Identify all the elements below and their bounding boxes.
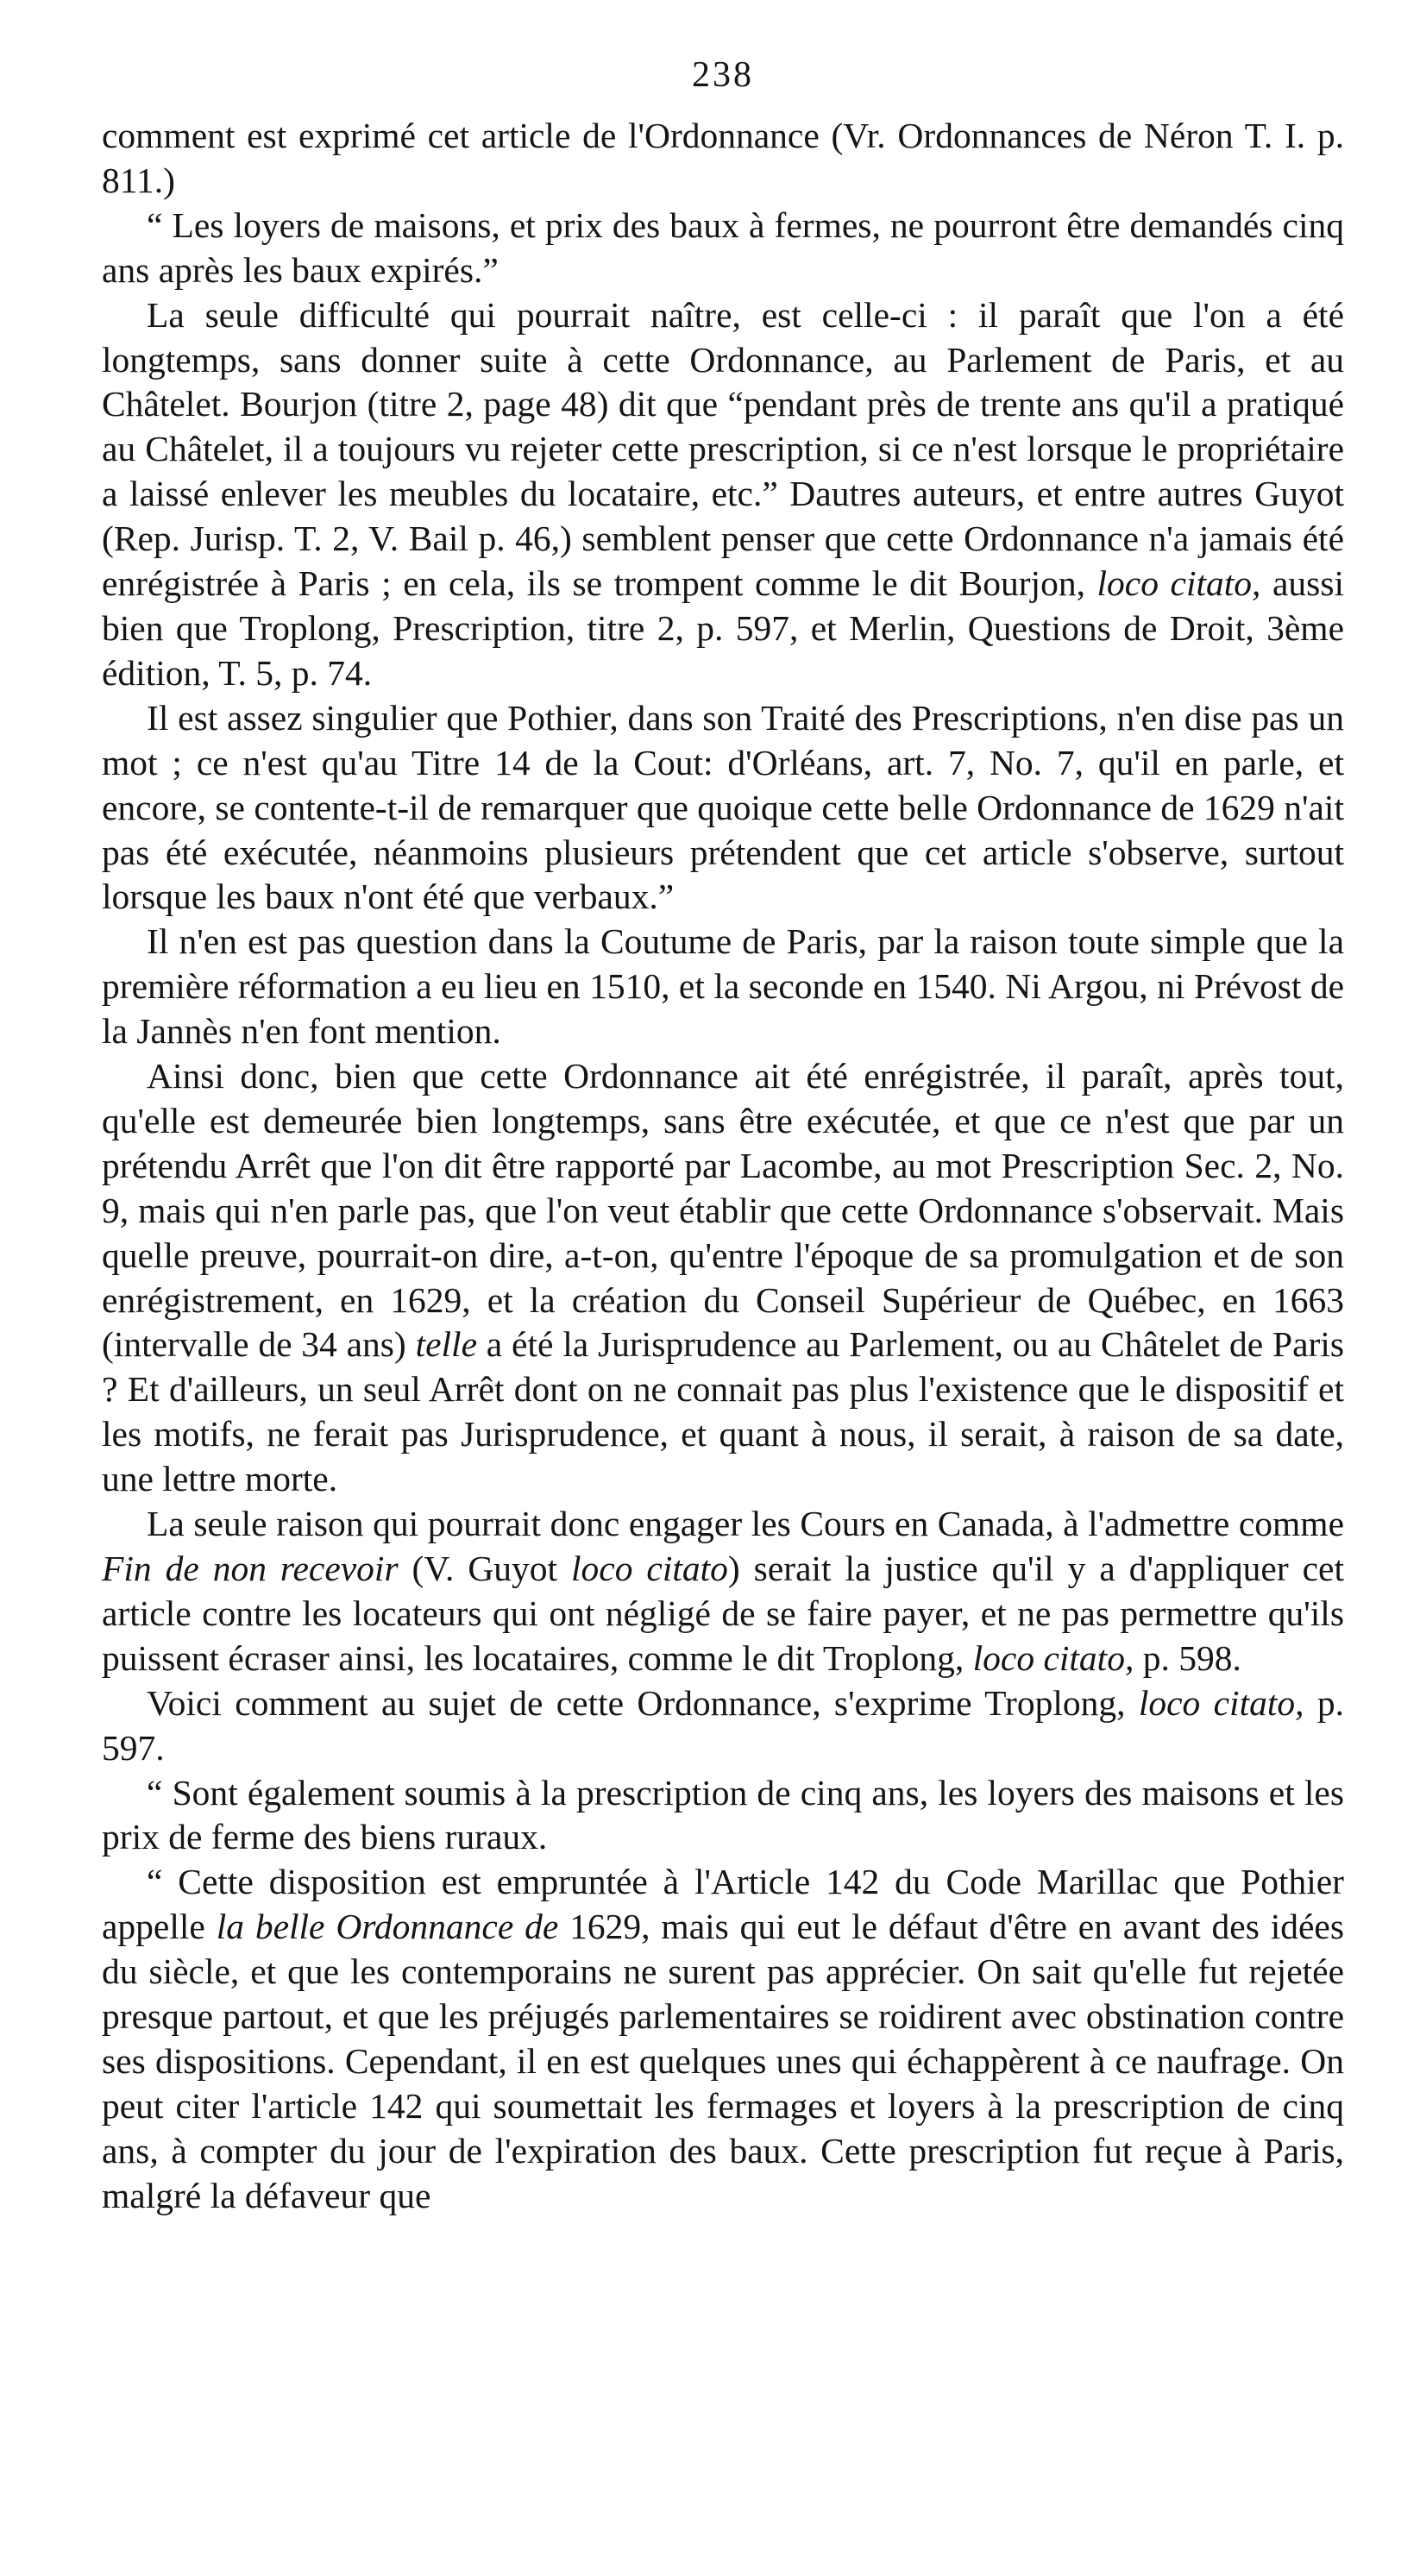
text-run: Il n'en est pas question dans la Coutume de Paris, par la raison toute simple que la première réformation a eu lieu en 1510, et la seconde en 1540. Ni Argou, ni Prévost de la Jannès n'en font mention. [102,921,1344,1052]
text-run: aussi bien que Troplong, Prescription, titre 2, p. 597, et Merlin, Questions de Droit, 3ème édition, T. 5, p. 74. [102,563,1344,693]
paragraph [102,114,1344,204]
italic-text-run: loco citato, [972,1637,1134,1678]
text-run: a été la Jurisprudence au Parlement, ou au Châtelet de Paris ? Et d'ailleurs, un seul Arrêt dont on ne connait pas plus l'existence que le dispositif et les motifs, ne ferait pas Jurisprudence, et quant à nous, il serait, à raison de sa date, une lettre morte. [102,1324,1344,1499]
text-run: Ainsi donc, bien que cette Ordonnance ait été enrégistrée, il paraît, après tout, qu'elle est demeurée bien longtemps, sans être exécutée, et que ce n'est que par un prétendu Arrêt que l'on dit être rapporté par Lacombe, au mot Prescription Sec. 2, No. 9, mais qui n'en parle pas, que l'on veut établir que cette Ordonnance s'observait. Mais quelle preuve, pourrait-on dire, a-t-on, qu'entre l'époque de sa promulgation et de son enrégistrement, en 1629, et la création du Conseil Supérieur de Québec, en 1663 (intervalle de 34 ans) [102,1056,1344,1365]
paragraph [102,1502,1344,1681]
text-run: Il est assez singulier que Pothier, dans son Traité des Prescriptions, n'en dise pas un mot ; ce n'est qu'au Titre 14 de la Cout: d'Orléans, art. 7, No. 7, qu'il en parle, et encore, se contente-t-il de remarquer que quoique cette belle Ordonnance de 1629 n'ait pas été exécutée, néanmoins plusieurs prétendent que cet article s'observe, surtout lorsque les baux n'ont été que verbaux.” [102,697,1344,917]
italic-text-run: loco citato, [1138,1682,1304,1723]
text-run: Voici comment au sujet de cette Ordonnance, s'exprime Troplong, [147,1682,1139,1723]
paragraph [102,1054,1344,1502]
paragraph [102,293,1344,696]
italic-text-run: Fin de non recevoir [102,1549,399,1588]
text-run: comment est exprimé cet article de l'Ordonnance (Vr. Ordonnances de Néron T. I. p. 811.) [102,116,1344,200]
paragraph [102,1771,1344,1861]
text-run: “ Les loyers de maisons, et prix des baux à fermes, ne pourront être demandés cinq ans après les baux expirés.” [102,204,1344,290]
italic-text-run: loco citato, [1096,563,1261,604]
text-run: p. 597. [102,1682,1344,1768]
text-run: ) serait la justice qu'il y a d'appliquer cet article contre les locateurs qui ont négligé de se faire payer, et ne pas permettre qu'ils puissent écraser ainsi, les locataires, comme le dit Troplong, [102,1549,1344,1678]
italic-text-run: la belle Ordonnance de [216,1907,559,1947]
italic-text-run: loco citato [571,1549,728,1588]
body-text [102,114,1344,2219]
paragraph [102,204,1344,293]
text-run: 1629, mais qui eut le défaut d'être en avant des idées du siècle, et que les contemporains ne surent pas apprécier. On sait qu'elle fut rejetée presque partout, et que les préjugés parlementaires se roidirent avec obstination contre ses dispositions. Cependant, il en est quelques unes qui échappèrent à ce naufrage. On peut citer l'article 142 qui soumettait les fermages et loyers à la prescription de cinq ans, à compter du jour de l'expiration des baux. Cette prescription fut reçue à Paris, malgré la défaveur que [102,1907,1344,2215]
paragraph [102,696,1344,920]
page-number: 238 [692,55,754,95]
document-page [102,53,1344,2219]
text-run: “ Sont également soumis à la prescription de cinq ans, les loyers des maisons et les prix de ferme des biens ruraux. [102,1772,1344,1857]
italic-text-run: telle [415,1324,477,1365]
paragraph [102,1860,1344,2218]
paragraph [102,920,1344,1054]
text-run: “ Cette disposition est empruntée à l'Article 142 du Code Marillac que Pothier appelle [102,1862,1344,1947]
text-run: (V. Guyot [398,1549,572,1588]
paragraph [102,1681,1344,1771]
text-run: La seule difficulté qui pourrait naître, est celle-ci : il paraît que l'on a été longtemps, sans donner suite à cette Ordonnance, au Parlement de Paris, et au Châtelet. Bourjon (titre 2, page 48) dit que “pendant près de trente ans qu'il a pratiqué au Châtelet, il a toujours vu rejeter cette prescription, si ce n'est lorsque le propriétaire a laissé enlever les meubles du locataire, etc.” Dautres auteurs, et entre autres Guyot (Rep. Jurisp. T. 2, V. Bail p. 46,) semblent penser que cette Ordonnance n'a jamais été enrégistrée à Paris ; en cela, ils se trompent comme le dit Bourjon, [102,294,1344,604]
text-run: p. 598. [1134,1637,1241,1678]
text-run: La seule raison qui pourrait donc engager les Cours en Canada, à l'admettre comme [147,1504,1344,1544]
